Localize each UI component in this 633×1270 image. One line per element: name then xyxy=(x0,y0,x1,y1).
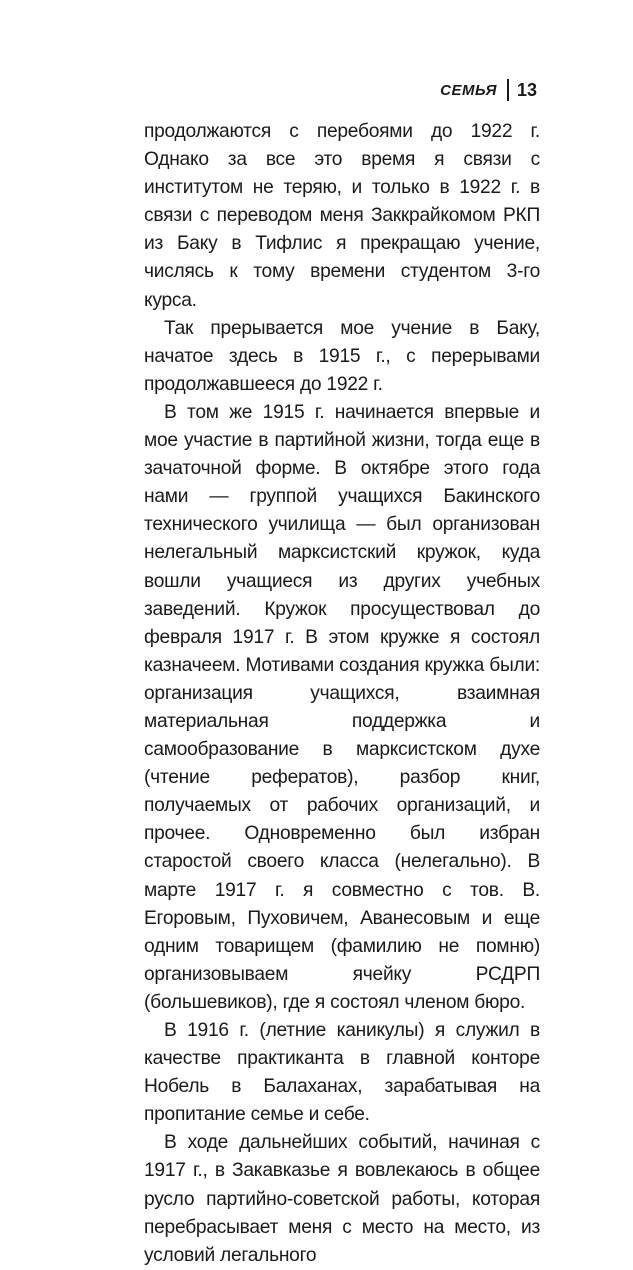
paragraph: В ходе дальнейших событий, начиная с 1917 г., в Закавказье я вовлекаюсь в общее русло партийно-советской работы, которая перебрасывает меня с место на место, из условий легального xyxy=(144,1132,540,1266)
page-number: 13 xyxy=(516,79,537,100)
body-text xyxy=(144,118,540,1270)
header-divider xyxy=(507,79,509,101)
paragraph: В том же 1915 г. начинается впервые и мое участие в партийной жизни, тогда еще в зачаточной форме. В октябре этого года нами — группой учащихся Бакинского технического училища — был организован нелегальный марксистский кружок, куда вошли учащиеся из других учебных заведений. Кружок просуществовал до февраля 1917 г. В этом кружке я состоял казначеем. Мотивами создания кружка были: организация учащихся, взаимная материальная поддержка и самообразование в марксистском духе (чтение рефератов), разбор книг, получаемых от рабочих организаций, и прочее. Одновременно был избран старостой своего класса (нелегально). В марте 1917 г. я совместно с тов. В. Егоровым, Пуховичем, Аванесовым и еще одним товарищем (фамилию не помню) организовываем ячейку РСДРП (большевиков), где я состоял членом бюро. xyxy=(144,401,540,1013)
paragraph: В 1916 г. (летние каникулы) я служил в качестве практиканта в главной конторе Нобель в Балаханах, зарабатывая на пропитание семье и себе. xyxy=(144,1020,540,1126)
section-title: СЕМЬЯ xyxy=(440,81,497,99)
paragraph-continued: продолжаются с перебоями до 1922 г. Однако за все это время я связи с институтом не теряю, и только в 1922 г. в связи с переводом меня Заккрайкомом РКП из Баку в Тифлис я прекращаю учение, числясь к тому времени студентом 3-го курса. xyxy=(144,121,540,311)
paragraph: Так прерывается мое учение в Баку, начатое здесь в 1915 г., с перерывами продолжавшееся до 1922 г. xyxy=(144,317,540,395)
running-header xyxy=(440,78,537,102)
